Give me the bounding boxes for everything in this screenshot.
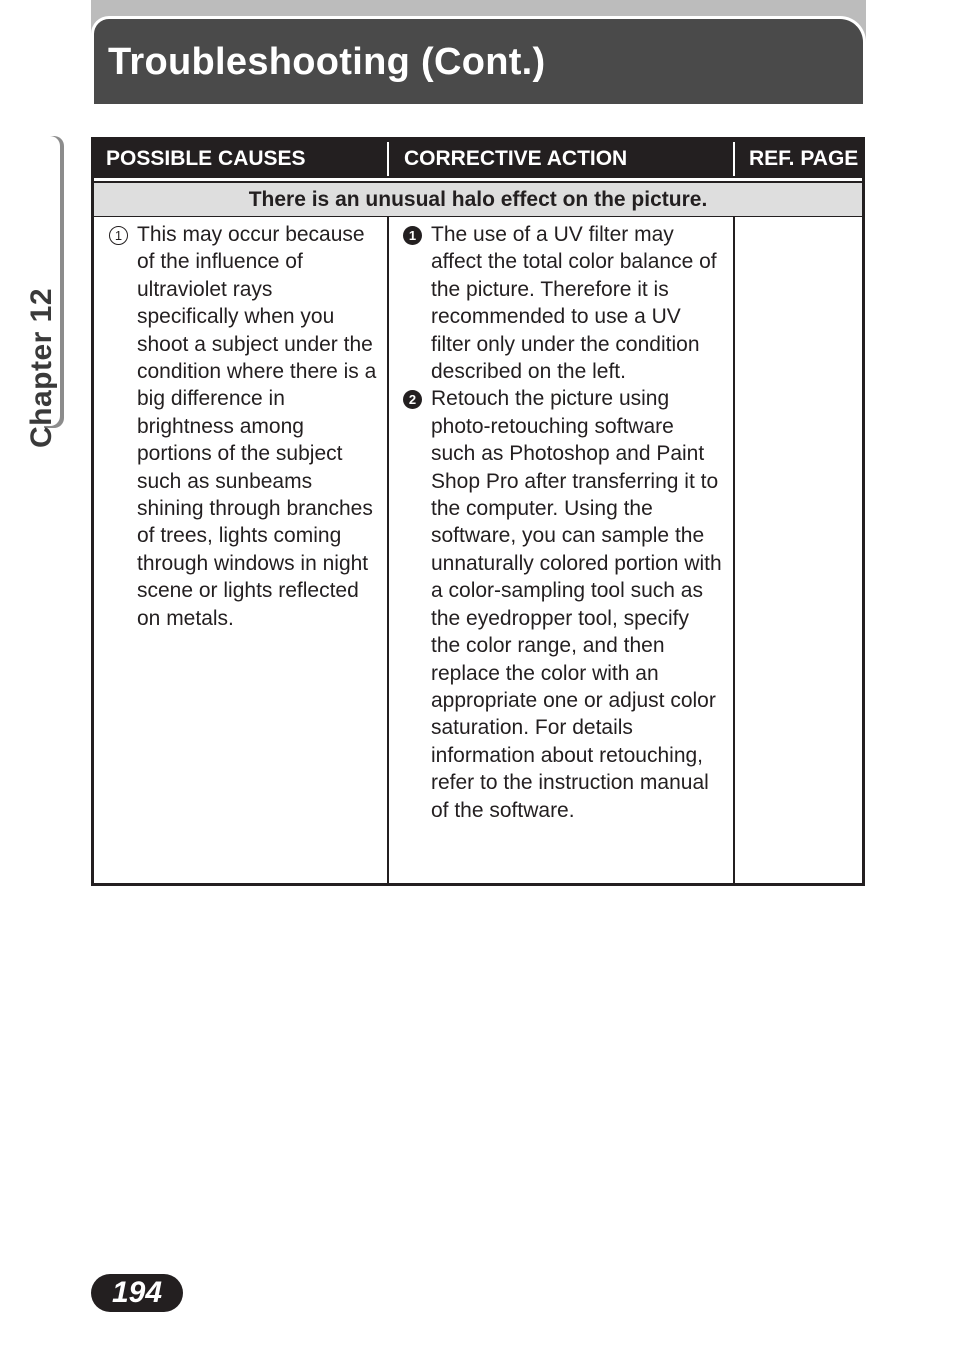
title-bar [91,16,866,104]
chapter-label: Chapter 12 [25,287,58,448]
header-ref-page: REF. PAGE [749,147,859,170]
action-text: The use of a UV filter may affect the total color balance of the picture. Therefore it is recommended to use a UV filter only under the condition described on the left. [431,223,717,384]
header-divider [387,142,389,176]
corrective-action-cell [403,221,723,824]
action-item [403,385,723,824]
circled-number-1-icon: 1 [109,226,128,245]
problem-row: There is an unusual halo effect on the picture. [94,181,862,217]
column-divider [733,217,735,883]
chapter-tab [22,136,64,448]
page-number-badge: 194 [91,1274,183,1312]
cause-item [109,221,379,632]
filled-number-2-icon: 2 [403,390,422,409]
troubleshooting-table [91,137,865,886]
filled-number-1-icon: 1 [403,226,422,245]
table-header [94,140,862,178]
column-divider [387,217,389,883]
header-corrective-action: CORRECTIVE ACTION [404,147,628,170]
possible-causes-cell [109,221,379,632]
header-divider [733,142,735,176]
header-possible-causes: POSSIBLE CAUSES [106,147,306,170]
action-text: Retouch the picture using photo-retouching software such as Photoshop and Paint Shop Pro after transferring it to the computer. Using the software, you can sample the unnaturally colored portion with a color-sampling tool such as the eyedropper tool, specify the color range, and then replace the color with an appropriate one or adjust color saturation. For details information about retouching, refer to the instruction manual of the software. [431,387,722,822]
action-item [403,221,723,385]
page-title: Troubleshooting (Cont.) [108,41,546,83]
cause-text: This may occur because of the influence of ultraviolet rays specifically when you shoot a subject under the condition where there is a big difference in brightness among portions of the subject such as sunbeams shining through branches of trees, lights coming through windows in night scene or lights reflected on metals. [137,223,377,630]
